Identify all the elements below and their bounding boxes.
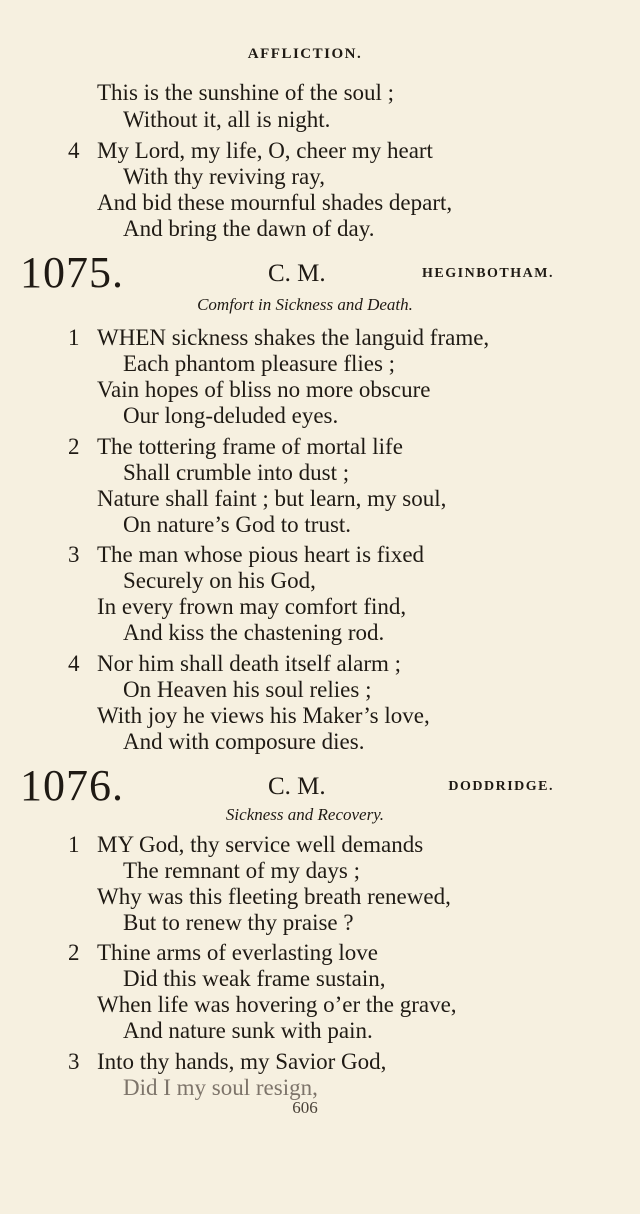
verse-line: And bring the dawn of day. bbox=[123, 216, 375, 241]
verse-line: On Heaven his soul relies ; bbox=[123, 677, 372, 702]
verse-line: The remnant of my days ; bbox=[123, 858, 360, 883]
hymn-meter: C. M. bbox=[268, 260, 326, 287]
verse-number: 1 bbox=[68, 832, 80, 857]
verse-number: 4 bbox=[68, 138, 80, 163]
verse-number: 1 bbox=[68, 325, 80, 350]
verse-line: Why was this fleeting breath renewed, bbox=[97, 884, 451, 909]
verse-line: Did this weak frame sustain, bbox=[123, 966, 386, 991]
verse-line: Nature shall faint ; but learn, my soul, bbox=[97, 486, 447, 511]
hymn-author: DODDRIDGE. bbox=[448, 779, 554, 794]
verse-line: With joy he views his Maker’s love, bbox=[97, 703, 430, 728]
hymn-number: 1076. bbox=[20, 761, 124, 810]
verse-line: Shall crumble into dust ; bbox=[123, 460, 350, 485]
verse-line: With thy reviving ray, bbox=[123, 164, 325, 189]
verse-line: On nature’s God to trust. bbox=[123, 512, 352, 537]
verse-line: Nor him shall death itself alarm ; bbox=[97, 651, 402, 676]
verse-line: WHEN sickness shakes the languid frame, bbox=[97, 325, 490, 350]
verse-line: In every frown may comfort find, bbox=[97, 594, 407, 619]
verse-line: Did I my soul resign, bbox=[123, 1075, 318, 1100]
hymn-subtitle: Comfort in Sickness and Death. bbox=[197, 295, 413, 314]
verse-line: The tottering frame of mortal life bbox=[97, 434, 403, 459]
verse-line: Without it, all is night. bbox=[123, 107, 331, 132]
verse-line: And with composure dies. bbox=[123, 729, 365, 754]
running-head: AFFLICTION. bbox=[247, 46, 363, 62]
verse-line: My Lord, my life, O, cheer my heart bbox=[97, 138, 433, 163]
verse-line: This is the sunshine of the soul ; bbox=[97, 80, 395, 105]
verse-line: The man whose pious heart is fixed bbox=[97, 542, 425, 567]
hymn-author: HEGINBOTHAM. bbox=[422, 266, 554, 281]
verse-number: 2 bbox=[68, 940, 80, 965]
verse-line: And bid these mournful shades depart, bbox=[97, 190, 453, 215]
hymn-header bbox=[0, 763, 640, 809]
verse-line: When life was hovering o’er the grave, bbox=[97, 992, 457, 1017]
verse-line: Securely on his God, bbox=[123, 568, 316, 593]
verse-number: 3 bbox=[68, 542, 80, 567]
verse-number: 3 bbox=[68, 1049, 80, 1074]
hymn-meter: C. M. bbox=[268, 773, 326, 800]
verse-line: But to renew thy praise ? bbox=[123, 910, 354, 935]
verse-line: Each phantom pleasure flies ; bbox=[123, 351, 396, 376]
hymn-header bbox=[0, 250, 640, 296]
page-number: 606 bbox=[292, 1098, 318, 1117]
verse-number: 2 bbox=[68, 434, 80, 459]
verse-line: Our long-deluded eyes. bbox=[123, 403, 339, 428]
verse-line: Vain hopes of bliss no more obscure bbox=[97, 377, 431, 402]
verse-line: And kiss the chastening rod. bbox=[123, 620, 385, 645]
verse-line: Thine arms of everlasting love bbox=[97, 940, 379, 965]
verse-line: Into thy hands, my Savior God, bbox=[97, 1049, 387, 1074]
hymn-number: 1075. bbox=[20, 248, 124, 297]
hymn-subtitle: Sickness and Recovery. bbox=[225, 805, 385, 824]
verse-number: 4 bbox=[68, 651, 80, 676]
verse-line: MY God, thy service well demands bbox=[97, 832, 424, 857]
verse-line: And nature sunk with pain. bbox=[123, 1018, 373, 1043]
